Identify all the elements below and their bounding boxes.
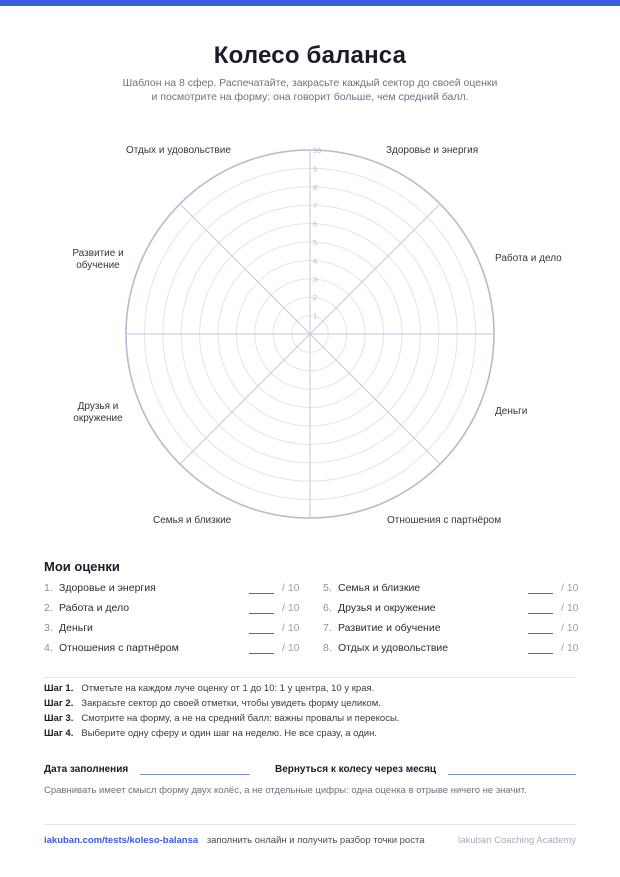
wheel-scale-label: 3 bbox=[313, 274, 318, 284]
sector-label-money: Деньги bbox=[495, 406, 528, 417]
score-number: 3. bbox=[44, 622, 53, 634]
step-text: Закрасьте сектор до своей отметки, чтобы увидеть форму целиком. bbox=[81, 698, 381, 709]
step-text: Выберите одну сферу и один шаг на неделю. Не все сразу, а один. bbox=[81, 728, 377, 739]
wheel-scale-label: 5 bbox=[313, 238, 318, 247]
wheel-scale-label: 7 bbox=[313, 201, 318, 211]
score-blank[interactable] bbox=[249, 633, 274, 634]
score-row bbox=[323, 602, 583, 618]
score-number: 5. bbox=[323, 582, 332, 594]
subtitle-line-1: Шаблон на 8 сфер. Распечатайте, закрасьте каждый сектор до своей оценки bbox=[122, 77, 498, 89]
return-label: Вернуться к колесу через месяц bbox=[275, 764, 437, 775]
score-number: 2. bbox=[44, 602, 53, 614]
date-field-line[interactable] bbox=[140, 774, 250, 775]
score-suffix: / 10 bbox=[282, 602, 300, 614]
score-number: 8. bbox=[323, 642, 332, 654]
step-text: Отметьте на каждом луче оценку от 1 до 10: 1 у центра, 10 у края. bbox=[81, 683, 375, 694]
score-number: 7. bbox=[323, 622, 332, 634]
wheel-scale-label: 10 bbox=[313, 146, 322, 155]
footer-link[interactable]: iakuban.com/tests/koleso-balansa bbox=[44, 835, 199, 846]
step-label: Шаг 2. bbox=[44, 698, 74, 709]
wheel-scale-label: 1 bbox=[313, 311, 318, 321]
score-row bbox=[323, 622, 583, 638]
score-blank[interactable] bbox=[528, 633, 553, 634]
comparison-note: Сравнивать имеет смысл форму двух колёс, а не отдельные цифры: одна оценка в отрыве ничего не значит. bbox=[44, 785, 527, 796]
score-suffix: / 10 bbox=[561, 622, 579, 634]
score-label: Отдых и удовольствие bbox=[338, 642, 449, 654]
step-4 bbox=[44, 728, 377, 739]
score-number: 1. bbox=[44, 582, 53, 594]
sector-label-work: Работа и дело bbox=[495, 253, 562, 264]
sector-label-family: Семья и близкие bbox=[153, 515, 232, 526]
wheel-scale-label: 4 bbox=[313, 256, 318, 266]
step-3 bbox=[44, 713, 399, 724]
subtitle-line-2: и посмотрите на форму: она говорит больше, чем средний балл. bbox=[151, 91, 469, 103]
score-number: 4. bbox=[44, 642, 53, 654]
score-label: Отношения с партнёром bbox=[59, 642, 179, 654]
score-label: Друзья и окружение bbox=[338, 602, 436, 614]
step-text: Смотрите на форму, а не на средний балл: важны провалы и перекосы. bbox=[81, 713, 400, 724]
score-blank[interactable] bbox=[528, 613, 553, 614]
score-row bbox=[44, 642, 304, 658]
sector-label-rest: Отдых и удовольствие bbox=[126, 145, 231, 156]
step-label: Шаг 1. bbox=[44, 683, 74, 694]
scores-title: Мои оценки bbox=[44, 559, 120, 574]
score-label: Работа и дело bbox=[59, 602, 130, 614]
score-row bbox=[44, 582, 304, 598]
step-label: Шаг 3. bbox=[44, 713, 74, 724]
score-blank[interactable] bbox=[528, 653, 553, 654]
score-suffix: / 10 bbox=[282, 622, 300, 634]
wheel-scale-label: 2 bbox=[313, 293, 318, 303]
score-blank[interactable] bbox=[249, 653, 274, 654]
step-2 bbox=[44, 698, 381, 709]
footer-divider bbox=[44, 824, 576, 825]
sector-label-partner: Отношения с партнёром bbox=[387, 515, 502, 526]
sector-label-growth-line-2: обучение bbox=[76, 260, 120, 271]
score-suffix: / 10 bbox=[282, 642, 300, 654]
return-field-line[interactable] bbox=[448, 774, 576, 775]
step-1 bbox=[44, 683, 374, 694]
footer bbox=[44, 835, 576, 846]
score-suffix: / 10 bbox=[561, 642, 579, 654]
wheel-scale-label: 9 bbox=[313, 164, 318, 174]
footer-brand: Iakuban Coaching Academy bbox=[457, 835, 576, 846]
score-suffix: / 10 bbox=[282, 582, 300, 594]
footer-description: заполнить онлайн и получить разбор точки роста bbox=[206, 835, 425, 846]
sector-label-health: Здоровье и энергия bbox=[386, 145, 479, 156]
score-row bbox=[44, 622, 304, 638]
score-label: Развитие и обучение bbox=[338, 622, 441, 634]
score-row bbox=[323, 582, 583, 598]
score-blank[interactable] bbox=[249, 613, 274, 614]
wheel-scale bbox=[313, 146, 321, 321]
sector-label-friends-line-1: Друзья и bbox=[77, 401, 119, 412]
sector-label-friends-line-2: окружение bbox=[73, 413, 123, 424]
section-divider bbox=[44, 677, 576, 678]
score-label: Семья и близкие bbox=[338, 582, 421, 594]
sector-label-growth bbox=[68, 248, 128, 272]
score-label: Деньги bbox=[59, 622, 93, 634]
wheel-spokes bbox=[126, 150, 494, 518]
wheel-scale-label: 6 bbox=[313, 219, 318, 229]
date-label: Дата заполнения bbox=[44, 764, 129, 775]
wheel-scale-label: 8 bbox=[313, 182, 318, 192]
page-title: Колесо баланса bbox=[213, 42, 407, 69]
score-suffix: / 10 bbox=[561, 602, 579, 614]
score-row bbox=[323, 642, 583, 658]
score-number: 6. bbox=[323, 602, 332, 614]
score-row bbox=[44, 602, 304, 618]
score-blank[interactable] bbox=[528, 593, 553, 594]
score-label: Здоровье и энергия bbox=[59, 582, 156, 594]
score-blank[interactable] bbox=[249, 593, 274, 594]
sector-label-growth-line-1: Развитие и bbox=[72, 248, 124, 259]
step-label: Шаг 4. bbox=[44, 728, 74, 739]
score-suffix: / 10 bbox=[561, 582, 579, 594]
sector-label-friends bbox=[68, 401, 128, 425]
